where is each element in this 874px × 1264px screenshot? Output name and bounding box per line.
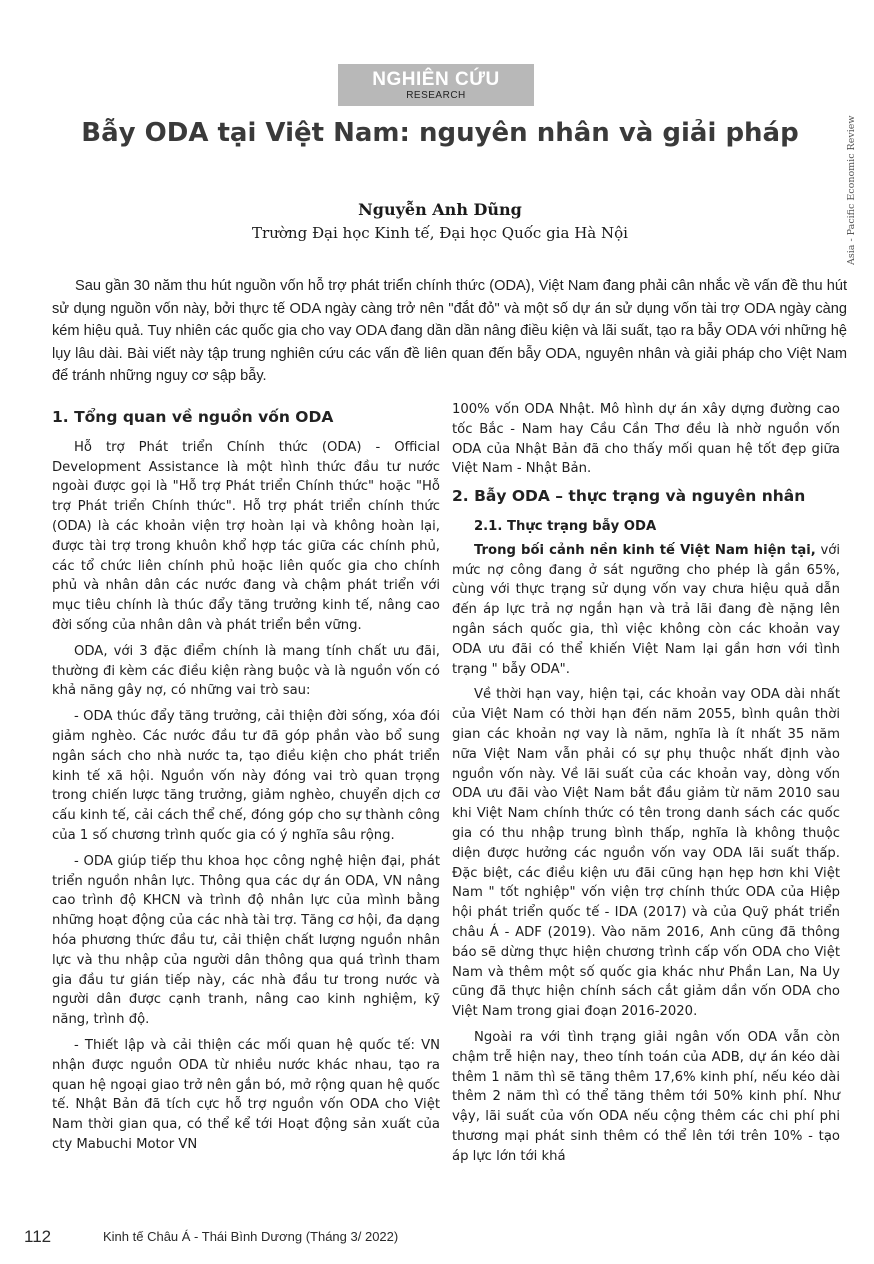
section-label-en: RESEARCH bbox=[406, 90, 466, 101]
abstract: Sau gần 30 năm thu hút nguồn vốn hỗ trợ phát triển chính thức (ODA), Việt Nam đang phải cân nhắc về vấn đề thu hút sử dụng nguồn vốn này, bởi thực tế ODA ngày càng trở nên "đắt đỏ" và một số dự án sử dụng vốn tài trợ ODA ngày càng kém hiệu quả. Tuy nhiên các quốc gia cho vay ODA đang dần dần nâng điều kiện và lãi suất, tạo ra bẫy ODA với những hệ lụy lâu dài. Bài viết này tập trung nghiên cứu các vấn đề liên quan đến bẫy ODA, nguyên nhân và giải pháp cho Việt Nam để tránh những nguy cơ sập bẫy. bbox=[52, 278, 847, 384]
journal-footer: Kinh tế Châu Á - Thái Bình Dương (Tháng 3/ 2022) bbox=[103, 1229, 399, 1244]
paragraph: - ODA giúp tiếp thu khoa học công nghệ hiện đại, phát triển nguồn nhân lực. Thông qua các dự án ODA, VN nâng cao trình độ KHCN và trình độ nhân lực của mình bằng những hoạt động của các nhà tài trợ. Tăng cơ hội, đa dạng hóa phương thức đầu tư, cải thiện chất lượng nguồn nhân lực và thu nhập của người dân thông qua quá trình tham gia đầu tư gián tiếp này, các nhà đầu tư trong nước và người dân được cạnh tranh, nâng cao kinh nghiệm, kỹ năng, trình độ. bbox=[52, 853, 440, 1028]
heading-section-2-1: 2.1. Thực trạng bẫy ODA bbox=[474, 518, 657, 534]
paragraph-text: với mức nợ công đang ở sát ngưỡng cho phép là gần 65%, cùng với thực trạng sử dụng vốn vay chưa hiệu quả dẫn đến áp lực trả nợ ngắn hạn và trả lãi đang đè nặng lên ngân sách quốc gia, thì việc không còn các khoản vay ODA ưu đãi có thể khiến Việt Nam lại gần hơn với tình trạng " bẫy ODA". bbox=[452, 542, 841, 677]
paragraph bbox=[452, 541, 840, 680]
paragraph: Về thời hạn vay, hiện tại, các khoản vay ODA dài nhất của Việt Nam có thời hạn đến năm 2055, bình quân thời gian các khoản nợ vay là năm, nghĩa là ít nhất 35 năm nữa Việt Nam vẫn phải có sự phụ thuộc nhất định vào nguồn vốn này. Về lãi suất của các khoản vay, dòng vốn ODA ưu đãi vào Việt Nam bắt đầu giảm từ năm 2010 sau khi Việt Nam chính thức có tên trong danh sách các quốc gia có thu nhập trung bình thấp, nghĩa là không thuộc diện được hưởng các nguồn vốn vay ODA lãi suất thấp. Đặc biệt, các điều kiện ưu đãi cũng hạn hẹp hơn khi Việt Nam " tốt nghiệp" vốn viện trợ chính thức ODA của Hiệp hội phát triển quốc tế - IDA (2017) và của Quỹ phát triển châu Á - ADF (2019). Vào năm 2016, Anh cũng đã thông báo sẽ dừng thực hiện chương trình cấp vốn ODA cho Việt Nam và thêm một số quốc gia khác như Phần Lan, Na Uy cũng đã thực hiện chính sách cắt giảm dần vốn ODA cho Việt Nam trong giai đoạn 2016-2020. bbox=[452, 687, 840, 1020]
article-title: Bẫy ODA tại Việt Nam: nguyên nhân và giải pháp bbox=[81, 118, 799, 148]
section-label bbox=[338, 64, 534, 106]
heading-section-2: 2. Bẫy ODA – thực trạng và nguyên nhân bbox=[452, 487, 806, 506]
left-column bbox=[52, 400, 440, 1161]
lead-in: Trong bối cảnh nền kinh tế Việt Nam hiện tại, bbox=[474, 542, 816, 558]
section-label-vi: NGHIÊN CỨU bbox=[372, 69, 500, 90]
page-number: 112 bbox=[24, 1227, 52, 1246]
paragraph: Ngoài ra với tình trạng giải ngân vốn ODA vẫn còn chậm trễ hiện nay, theo tính toán của ADB, dự án kéo dài thêm 1 năm thì sẽ tăng thêm 17,6% kinh phí, nếu kéo dài thêm 2 năm thì có thể tăng thêm tới 50% kinh phí. Như vậy, lãi suất của vốn ODA nếu cộng thêm các chi phí phi thương mại phát sinh thêm có thể lên tới trên 10% - tạo áp lực lớn tới khá bbox=[452, 1029, 840, 1164]
journal-side-label: Asia - Pacific Economic Review bbox=[846, 115, 857, 266]
author-name: Nguyễn Anh Dũng bbox=[358, 200, 522, 219]
paragraph: Hỗ trợ Phát triển Chính thức (ODA) - Official Development Assistance là một hình thức đầu tư nước ngoài được gọi là "Hỗ trợ Phát triển Chính thức" hoặc "Hỗ trợ Phát triển Chính thức". Hỗ trợ phát triển chính thức (ODA) là các khoản viện trợ hoàn lại và không hoàn lại, được tài trợ trong khuôn khổ hợp tác giữa các chính phủ, các tổ chức liên chính phủ hoặc liên quốc gia cho chính phủ và nhân dân các nước đang và chậm phát triển với mục tiêu chính là thúc đẩy tăng trưởng kinh tế, nâng cao đời sống của nhân dân và phát triển bền vững. bbox=[52, 439, 440, 633]
paragraph: - ODA thúc đẩy tăng trưởng, cải thiện đời sống, xóa đói giảm nghèo. Các nước đầu tư đã góp phần vào bổ sung ngân sách cho nhà nước ta, tạo điều kiện cho phát triển kinh tế xã hội. Nguồn vốn này đóng vai trò quan trọng trong chiến lược tăng trưởng, giảm nghèo, chuyển dịch cơ cấu kinh tế, cải cách thể chế, đóng góp cho sự thành công của 1 số chương trình quốc gia có ý nghĩa sâu rộng. bbox=[52, 709, 440, 843]
page-footer bbox=[0, 1227, 874, 1251]
paragraph: ODA, với 3 đặc điểm chính là mang tính chất ưu đãi, thường đi kèm các điều kiện ràng buộc và là nguồn vốn có khả năng gây nợ, có những vai trò sau: bbox=[52, 643, 440, 699]
heading-section-1: 1. Tổng quan về nguồn vốn ODA bbox=[52, 408, 334, 426]
paragraph: - Thiết lập và cải thiện các mối quan hệ quốc tế: VN nhận được nguồn ODA từ nhiều nước khác nhau, tạo ra quan hệ ngoại giao trở nên gắn bó, mở rộng quan hệ quốc tế. Nhật Bản đã tích cực hỗ trợ nguồn vốn ODA cho Việt Nam thời gian qua, có thể kể tới Hoạt động sản xuất của cty Mabuchi Motor VN bbox=[52, 1037, 440, 1152]
right-column bbox=[452, 400, 840, 1172]
author-affiliation: Trường Đại học Kinh tế, Đại học Quốc gia Hà Nội bbox=[252, 224, 628, 242]
paragraph: 100% vốn ODA Nhật. Mô hình dự án xây dựng đường cao tốc Bắc - Nam hay Cầu Cần Thơ đều là nhờ nguồn vốn ODA của Nhật Bản đã cho thấy mối quan hệ tốt đẹp giữa Việt Nam - Nhật Bản. bbox=[452, 402, 840, 477]
